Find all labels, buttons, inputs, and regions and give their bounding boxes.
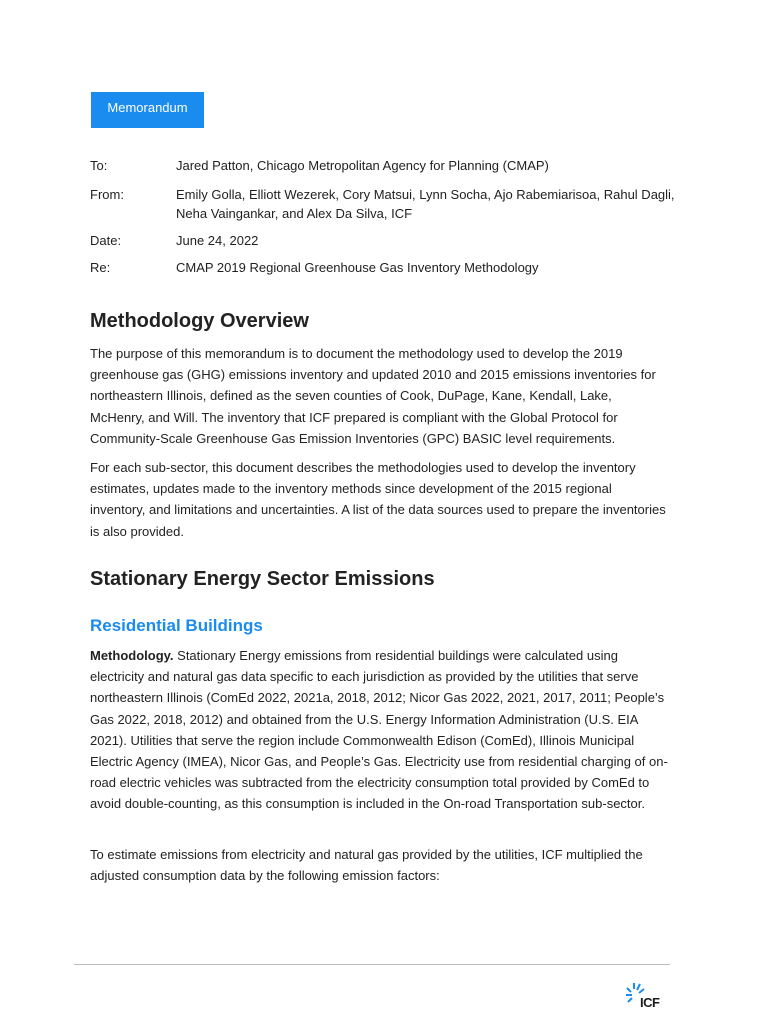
memo-re-row — [90, 258, 539, 277]
footer-divider — [74, 964, 670, 965]
memo-re-value: CMAP 2019 Regional Greenhouse Gas Inventory Methodology — [176, 260, 539, 275]
memorandum-badge: Memorandum — [91, 92, 204, 128]
memo-to-label: To: — [90, 158, 108, 173]
emission-factors-paragraph: To estimate emissions from electricity and natural gas provided by the utilities, ICF multiplied the adjusted consumption data by the following emission factors: — [90, 847, 643, 884]
methodology-text: Stationary Energy emissions from residential buildings were calculated using electricity and natural gas data specific to each jurisdiction as provided by the utilities that serve northeastern Illinois (ComEd 2022, 2021a, 2018, 2012; Nicor Gas 2022, 2021, 2017, 2011; People’s Gas 2022, 2018, 2012) and obtained from the U.S. Energy Information Administration (U.S. EIA 2021). Utilities that serve the region include Commonwealth Edison (ComEd), Illinois Municipal Electric Agency (IMEA), Nicor Gas, and People’s Gas. Electricity use from residential charging of on-road electric vehicles was subtracted from the electricity consumption total provided by ComEd to avoid double-counting, as this consumption is included in the On-road Transportation sub-sector. — [90, 648, 668, 812]
memo-date-value: June 24, 2022 — [176, 233, 259, 248]
residential-subheading: Residential Buildings — [90, 616, 263, 635]
memo-date-label: Date: — [90, 233, 122, 248]
icf-logo-text: ICF — [640, 995, 660, 1010]
memo-from-value: Emily Golla, Elliott Wezerek, Cory Matsui, Lynn Socha, Ajo Rabemiarisoa, Rahul Dagli, Neha Vaingankar, and Alex Da Silva, ICF — [176, 187, 675, 221]
icf-logo — [626, 982, 666, 1012]
memo-to-value: Jared Patton, Chicago Metropolitan Agency for Planning (CMAP) — [176, 158, 549, 173]
memo-from-row — [90, 185, 675, 221]
memo-date-row — [90, 231, 259, 250]
memo-to-row — [90, 156, 549, 175]
methodology-label: Methodology. — [90, 648, 174, 663]
methodology-paragraph — [90, 645, 670, 815]
overview-paragraph-1: The purpose of this memorandum is to document the methodology used to develop the 2019 greenhouse gas (GHG) emissions inventory and updated 2010 and 2015 emissions inventories for northeastern Illinois, defined as the seven counties of Cook, DuPage, Kane, Kendall, Lake, McHenry, and Will. The inventory that ICF prepared is compliant with the Global Protocol for Community-Scale Greenhouse Gas Emission Inventories (GPC) BASIC level requirements. — [90, 346, 656, 446]
overview-paragraph-2: For each sub-sector, this document describes the methodologies used to develop the inventory estimates, updates made to the inventory methods since development of the 2015 regional inventory, and limitations and uncertainties. A list of the data sources used to prepare the inventories is also provided. — [90, 460, 666, 539]
memo-re-label: Re: — [90, 260, 111, 275]
stationary-heading: Stationary Energy Sector Emissions — [90, 568, 435, 590]
memo-from-label: From: — [90, 187, 124, 202]
overview-heading: Methodology Overview — [90, 310, 309, 332]
